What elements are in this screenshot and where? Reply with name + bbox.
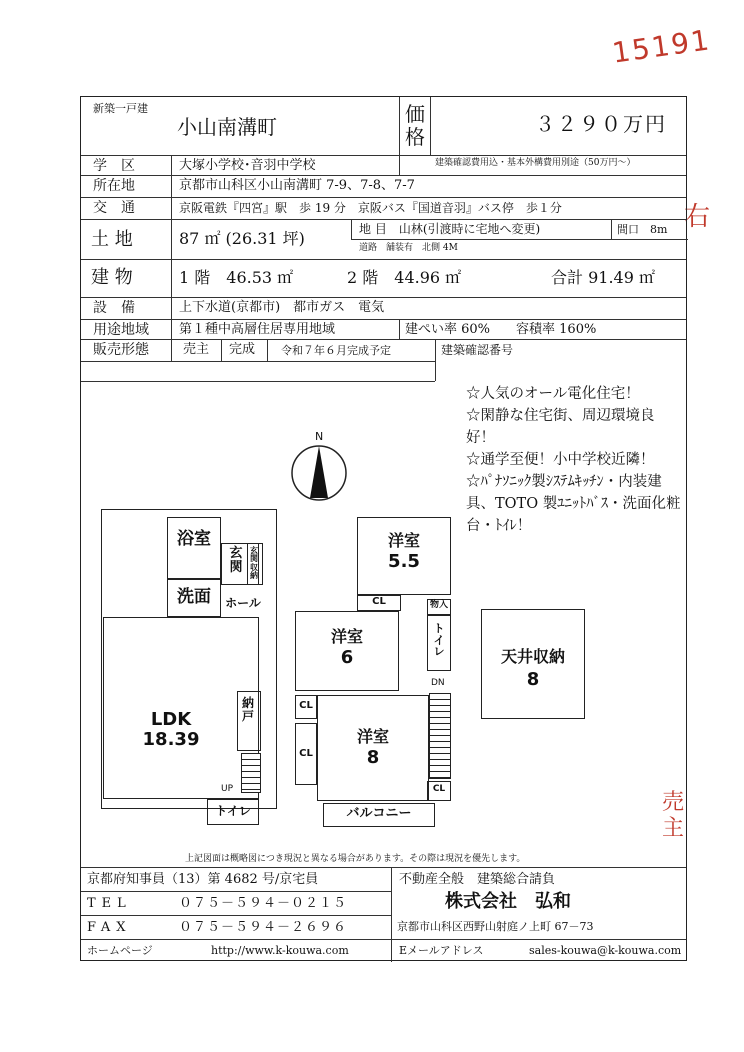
zoning-label: 用途地域 [93,322,149,338]
dn-label: DN [431,678,445,688]
toilet-2f-label: トイレ [433,622,445,659]
company-address: 京都市山科区西野山射庭ノ上町 67－73 [397,920,594,933]
genkan-storage-label: 玄関収納 [250,546,258,581]
stairs-1f [241,753,261,793]
sales-status: 完成 [229,342,256,357]
building-floor1: 1 階 46.53 ㎡ [179,268,294,287]
category-label: 新築一戸建 [93,102,148,115]
permit-number-label: 建築確認番号 [441,343,514,357]
feature-item: ☆ﾊﾟﾅｿﾆｯｸ製ｼｽﾃﾑｷｯﾁﾝ・内装建具、TOTO 製ﾕﾆｯﾄﾊﾞｽ・洗面化粧台・ﾄｲﾚ！ [466,474,681,534]
toilet-1f-label: トイレ [215,804,251,818]
price-value: ３２９０万円 [535,112,667,136]
ldk-name: LDK [150,709,192,730]
room-6-name: 洋室 [330,627,363,646]
land-chimoku: 地 目 山林(引渡時に宅地へ変更) [359,222,541,236]
attic-size: 8 [526,669,540,690]
coverage-value: 建ぺい率 60% 容積率 160% [405,322,597,337]
homepage-link[interactable]: http://www.k-kouwa.com [211,944,349,957]
up-label: UP [221,784,234,794]
hall-label: ホール [225,596,261,610]
email-label: Eメールアドレス [399,944,484,957]
equipment-value: 上下水道(京都市) 都市ガス 電気 [179,300,385,315]
tel-number: ０７５－５９４－０２１５ [179,896,348,911]
land-area: 87 ㎡ (26.31 坪) [179,229,305,248]
cl-label: CL [432,784,446,794]
school-value: 大塚小学校･音羽中学校 [179,158,316,173]
cl-label: CL [299,700,313,711]
balcony-label: バルコニー [346,806,412,821]
license-number: 京都府知事員（13）第 4682 号/京宅員 [87,872,319,887]
attic-name: 天井収納 [500,647,565,666]
price-label: 価格 [405,102,425,149]
building-floor2: 2 階 44.96 ㎡ [347,268,462,287]
handwritten-note-side: 右 [684,202,711,232]
transport-value: 京阪電鉄『四宮』駅 歩 19 分 京阪バス『国道音羽』バス停 歩１分 [179,201,562,215]
equipment-label: 設 備 [93,300,135,316]
email-link[interactable]: sales-kouwa@k-kouwa.com [529,944,682,957]
room-5-5-size: 5.5 [388,551,420,572]
property-flyer [80,96,687,961]
room-8-name: 洋室 [356,727,389,746]
ldk-room [103,617,259,799]
nando-label: 納戸 [241,696,254,723]
compass-north-label: N [315,430,324,443]
bath-label: 浴室 [177,529,211,549]
stairs-2f [429,693,451,779]
room-8-size: 8 [366,747,380,768]
fax-number: ０７５－５９４－２６９６ [179,920,348,935]
homepage-label: ホームページ [87,944,153,957]
transport-label: 交 通 [93,200,135,216]
company-name: 株式会社 弘和 [445,891,571,912]
completion-date: 令和７年６月完成予定 [281,344,391,357]
sales-label: 販売形態 [93,342,149,358]
handwritten-note-sold: 売主 [662,790,685,841]
room-6-size: 6 [340,647,354,668]
compass-icon [289,443,349,503]
feature-item: ☆人気のオール電化住宅！ [466,386,640,402]
feature-item: ☆閑静な住宅街、周辺環境良好！ [466,408,655,446]
land-road: 道路 舗装有 北側 4M [359,243,458,253]
school-label: 学 区 [93,158,135,174]
land-label: 土 地 [91,229,133,250]
fax-label: FAX [87,920,132,935]
location-label: 所在地 [93,178,135,194]
feature-item: ☆通学至便！小中学校近隣！ [466,452,655,468]
location-value: 京都市山科区小山南溝町 7-9、7-8、7-7 [179,178,415,193]
tel-label: TEL [87,896,132,911]
zoning-value: 第１種中高層住居専用地域 [179,322,336,337]
genkan-label: 玄関 [229,546,243,575]
sales-seller: 売主 [183,342,210,357]
building-total: 合計 91.49 ㎡ [551,268,655,287]
room-5-5-name: 洋室 [387,531,420,550]
ldk-size: 18.39 [142,729,200,750]
cl-label: CL [372,596,386,607]
handwritten-ref-number: 15191 [610,23,713,70]
company-services: 不動産全般 建築総合請負 [399,872,556,887]
property-title: 小山南溝町 [177,115,277,139]
price-note: 建築確認費用込・基本外構費用別途（50万円～） [435,158,636,168]
land-frontage: 間口 8m [617,223,668,236]
closet-label: 物入 [429,600,448,610]
wash-label: 洗面 [177,587,211,607]
building-label: 建 物 [91,267,133,288]
disclaimer: 上記図面は概略図につき現況と異なる場合があります。その際は現況を優先します。 [185,854,526,864]
cl-label: CL [299,748,313,759]
feature-list [466,383,681,537]
